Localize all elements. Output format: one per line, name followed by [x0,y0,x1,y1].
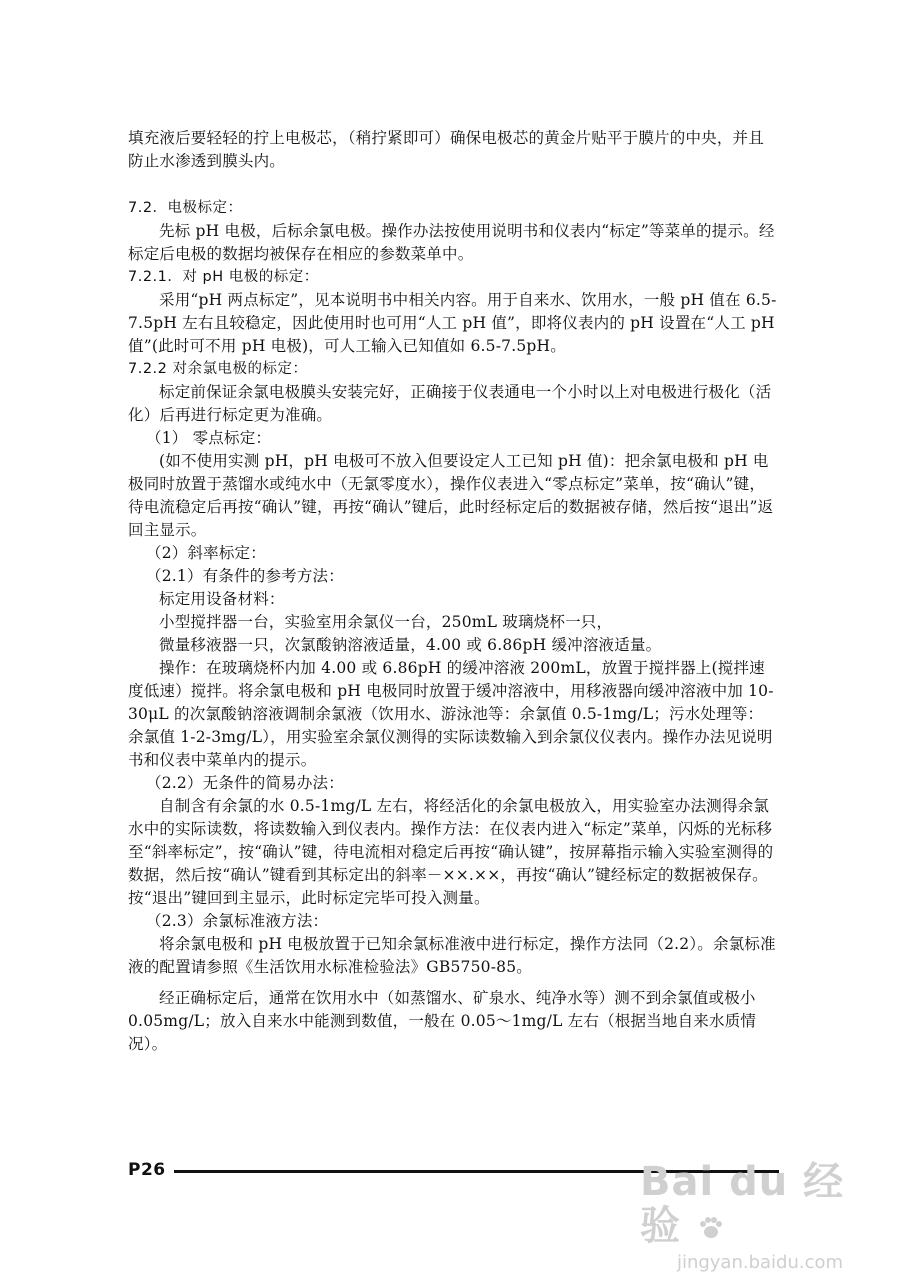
paragraph-7-2-2: 标定前保证余氯电极膜头安装完好，正确接于仪表通电一个小时以上对电极进行极化（活化）后再进行标定更为准确。 [128,383,772,424]
paragraph-7-2: 先标 pH 电极，后标余氯电极。操作办法按使用说明书和仪表内“标定”等菜单的提示。经标定后电极的数据均被保存在相应的参数菜单中。 [128,222,775,263]
page-number: P26 [128,1160,166,1180]
subheading-slope-calibration: （2）斜率标定： [146,544,266,562]
watermark-logo-text: Bai du 经验 [640,1159,845,1249]
equipment-line-2: 微量移液器一只，次氯酸钠溶液适量，4.00 或 6.86pH 缓冲溶液适量。 [159,636,662,654]
baidu-logo [640,1160,880,1248]
paragraph-final-note: 经正确标定后，通常在饮用水中（如蒸馏水、矿泉水、纯净水等）测不到余氯值或极小 0.05mg/L；放入自来水中能测到数值，一般在 0.05～1mg/L 左右（根据当地自来水质情况）。 [128,989,757,1053]
subheading-zero-calibration: （1） 零点标定： [146,429,272,447]
page-content [128,127,778,1056]
paragraph-method-2-1: 操作：在玻璃烧杯内加 4.00 或 6.86pH 的缓冲溶液 200mL，放置于搅拌器上(搅拌速度低速）搅拌。将余氯电极和 pH 电极同时放置于缓冲溶液中，用移液器向缓冲溶液中加 10-30μL 的次氯酸钠溶液调制余氯液（饮用水、游泳池等：余氯值 0.5-1mg/L；污水处理等：余氯值 1-2-3mg/L），用实验室余氯仪测得的实际读数输入到余氯仪仪表内。操作办法见说明书和仪表中菜单内的提示。 [128,659,774,769]
equipment-line-1: 小型搅拌器一台，实验室用余氯仪一台，250mL 玻璃烧杯一只， [159,613,613,631]
watermark-url: jingyan.baidu.com [676,1252,844,1273]
paragraph-intro: 填充液后要轻轻的拧上电极芯，（稍拧紧即可）确保电极芯的黄金片贴平于膜片的中央，并且防止水渗透到膜头内。 [128,129,764,170]
spacer [128,173,778,197]
paragraph-7-2-1: 采用“pH 两点标定”，见本说明书中相关内容。用于自来水、饮用水，一般 pH 值在 6.5-7.5pH 左右且较稳定，因此使用时也可用“人工 pH 值”，即将仪表内的 pH 设置在“人工 pH 值”(此时可不用 pH 电极)，可人工输入已知值如 6.5-7.5pH。 [128,291,777,355]
section-heading-7-2: 7.2．电极标定： [128,200,243,216]
baidu-watermark [640,1159,880,1273]
subheading-method-2-2: （2.2）无条件的简易办法： [146,774,344,792]
paragraph-method-2-2: 自制含有余氯的水 0.5-1mg/L 左右，将经活化的余氯电极放入，用实验室办法测得余氯水中的实际读数，将读数输入到仪表内。操作方法：在仪表内进入“标定”菜单，闪烁的光标移至“斜率标定”，按“确认”键，待电流相对稳定后再按“确认键”，按屏幕指示输入实验室测得的数据，然后按“确认”键看到其标定出的斜率－××.××，再按“确认”键经标定的数据被保存。按“退出”键回到主显示，此时标定完毕可投入测量。 [128,797,774,907]
subheading-method-2-3: （2.3）余氯标准液方法： [146,912,329,930]
spacer [128,979,778,987]
subheading-method-2-1: （2.1）有条件的参考方法： [146,567,344,585]
equipment-heading: 标定用设备材料： [159,590,285,608]
paragraph-method-2-3: 将余氯电极和 pH 电极放置于已知余氯标准液中进行标定，操作方法同（2.2）。余氯标准液的配置请参照《生活饮用水标准检验法》GB5750-85。 [128,935,776,976]
section-heading-7-2-1: 7.2.1．对 pH 电极的标定： [128,269,319,285]
section-heading-7-2-2: 7.2.2 对余氯电极的标定： [128,361,308,377]
paw-icon [696,1213,726,1243]
paragraph-zero-calibration: (如不使用实测 pH，pH 电极可不放入但要设定人工已知 pH 值)：把余氯电极和 pH 电极同时放置于蒸馏水或纯水中（无氯零度水），操作仪表进入“零点标定”菜单，按“确认”键，待电流稳定后再按“确认”键，再按“确认”键后，此时经标定后的数据被存储，然后按“退出”返回主显示。 [128,452,774,539]
